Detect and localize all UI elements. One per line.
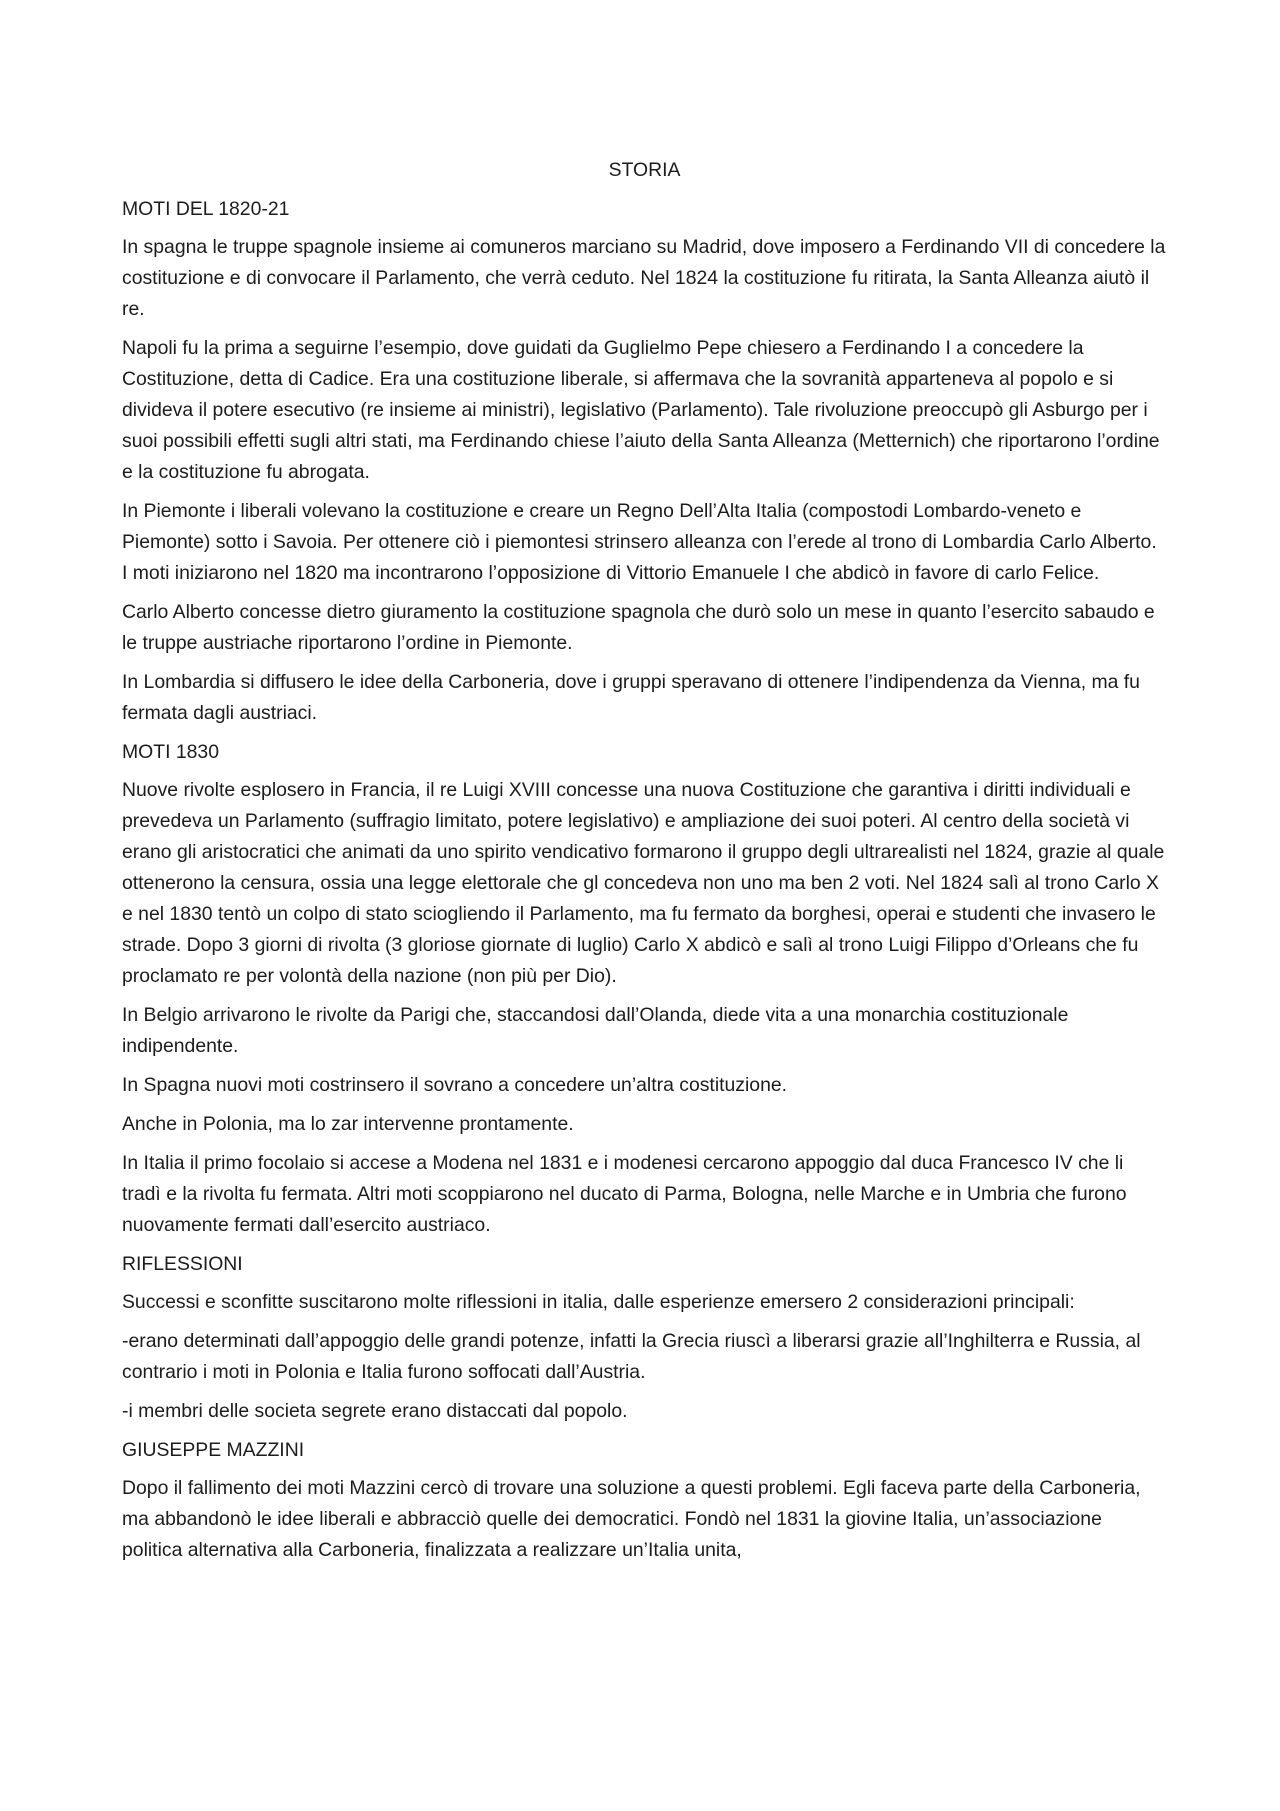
paragraph: Anche in Polonia, ma lo zar intervenne prontamente.: [122, 1113, 574, 1135]
paragraph: In Belgio arrivarono le rivolte da Parigi che, staccandosi dall’Olanda, diede vita a una monarchia costituzionale indipendente.: [122, 1004, 1069, 1057]
paragraph: Napoli fu la prima a seguirne l’esempio, dove guidati da Guglielmo Pepe chiesero a Ferdinando I a concedere la Costituzione, detta di Cadice. Era una costituzione liberale, si affermava che la sovranità apparteneva al popolo e si divideva il potere esecutivo (re insieme ai ministri), legislativo (Parlamento). Tale rivoluzione preoccupò gli Asburgo per i suoi possibili effetti sugli altri stati, ma Ferdinando chiese l’aiuto della Santa Alleanza (Metternich) che riportarono l’ordine e la costituzione fu abrogata.: [122, 337, 1160, 483]
section-riflessioni: [122, 1249, 1167, 1427]
paragraph: Carlo Alberto concesse dietro giuramento la costituzione spagnola che durò solo un mese in quanto l’esercito sabaudo e le truppe austriache riportarono l’ordine in Piemonte.: [122, 601, 1155, 654]
paragraph: In Piemonte i liberali volevano la costituzione e creare un Regno Dell’Alta Italia (compostodi Lombardo-veneto e Piemonte) sotto i Savoia. Per ottenere ciò i piemontesi strinsero alleanza con l’erede al trono di Lombardia Carlo Alberto. I moti iniziarono nel 1820 ma incontrarono l’opposizione di Vittorio Emanuele I che abdicò in favore di carlo Felice.: [122, 500, 1157, 584]
document-title: STORIA: [608, 159, 681, 181]
section-heading: MOTI 1830: [122, 741, 219, 763]
paragraph: In Spagna nuovi moti costrinsero il sovrano a concedere un’altra costituzione.: [122, 1074, 788, 1096]
paragraph: In spagna le truppe spagnole insieme ai comuneros marciano su Madrid, dove imposero a Ferdinando VII di concedere la costituzione e di convocare il Parlamento, che verrà ceduto. Nel 1824 la costituzione fu ritirata, la Santa Alleanza aiutò il re.: [122, 236, 1166, 320]
section-heading: MOTI DEL 1820-21: [122, 198, 290, 220]
section-moti-1830: [122, 737, 1167, 1241]
section-moti-1820-21: [122, 194, 1167, 729]
paragraph: Nuove rivolte esplosero in Francia, il re Luigi XVIII concesse una nuova Costituzione che garantiva i diritti individuali e prevedeva un Parlamento (suffragio limitato, potere legislativo) e ampliazione dei suoi poteri. Al centro della società vi erano gli aristocratici che animati da uno spirito vendicativo formarono il gruppo degli ultrarealisti nel 1824, grazie al quale ottenerono la censura, ossia una legge elettorale che gl concedeva non uno ma ben 2 voti. Nel 1824 salì al trono Carlo X e nel 1830 tentò un colpo di stato sciogliendo il Parlamento, ma fu fermato da borghesi, operai e studenti che invasero le strade. Dopo 3 giorni di rivolta (3 gloriose giornate di luglio) Carlo X abdicò e salì al trono Luigi Filippo d’Orleans che fu proclamato re per volontà della nazione (non più per Dio).: [122, 779, 1165, 987]
paragraph: Successi e sconfitte suscitarono molte riflessioni in italia, dalle esperienze emersero 2 considerazioni principali:: [122, 1291, 1075, 1313]
paragraph: -erano determinati dall’appoggio delle grandi potenze, infatti la Grecia riuscì a liberarsi grazie all’Inghilterra e Russia, al contrario i moti in Polonia e Italia furono soffocati dall’Austria.: [122, 1330, 1141, 1383]
paragraph: -i membri delle societa segrete erano distaccati dal popolo.: [122, 1400, 628, 1422]
paragraph: Dopo il fallimento dei moti Mazzini cercò di trovare una soluzione a questi problemi. Egli faceva parte della Carboneria, ma abbandonò le idee liberali e abbracciò quelle dei democratici. Fondò nel 1831 la giovine Italia, un’associazione politica alternativa alla Carboneria, finalizzata a realizzare un’Italia unita,: [122, 1477, 1141, 1561]
paragraph: In Lombardia si diffusero le idee della Carboneria, dove i gruppi speravano di ottenere l’indipendenza da Vienna, ma fu fermata dagli austriaci.: [122, 671, 1140, 724]
section-heading: RIFLESSIONI: [122, 1253, 243, 1275]
document-body: [122, 155, 1167, 1574]
section-giuseppe-mazzini: [122, 1435, 1167, 1566]
paragraph: In Italia il primo focolaio si accese a Modena nel 1831 e i modenesi cercarono appoggio dal duca Francesco IV che li tradì e la rivolta fu fermata. Altri moti scoppiarono nel ducato di Parma, Bologna, nelle Marche e in Umbria che furono nuovamente fermati dall’esercito austriaco.: [122, 1152, 1127, 1236]
section-heading: GIUSEPPE MAZZINI: [122, 1439, 305, 1461]
